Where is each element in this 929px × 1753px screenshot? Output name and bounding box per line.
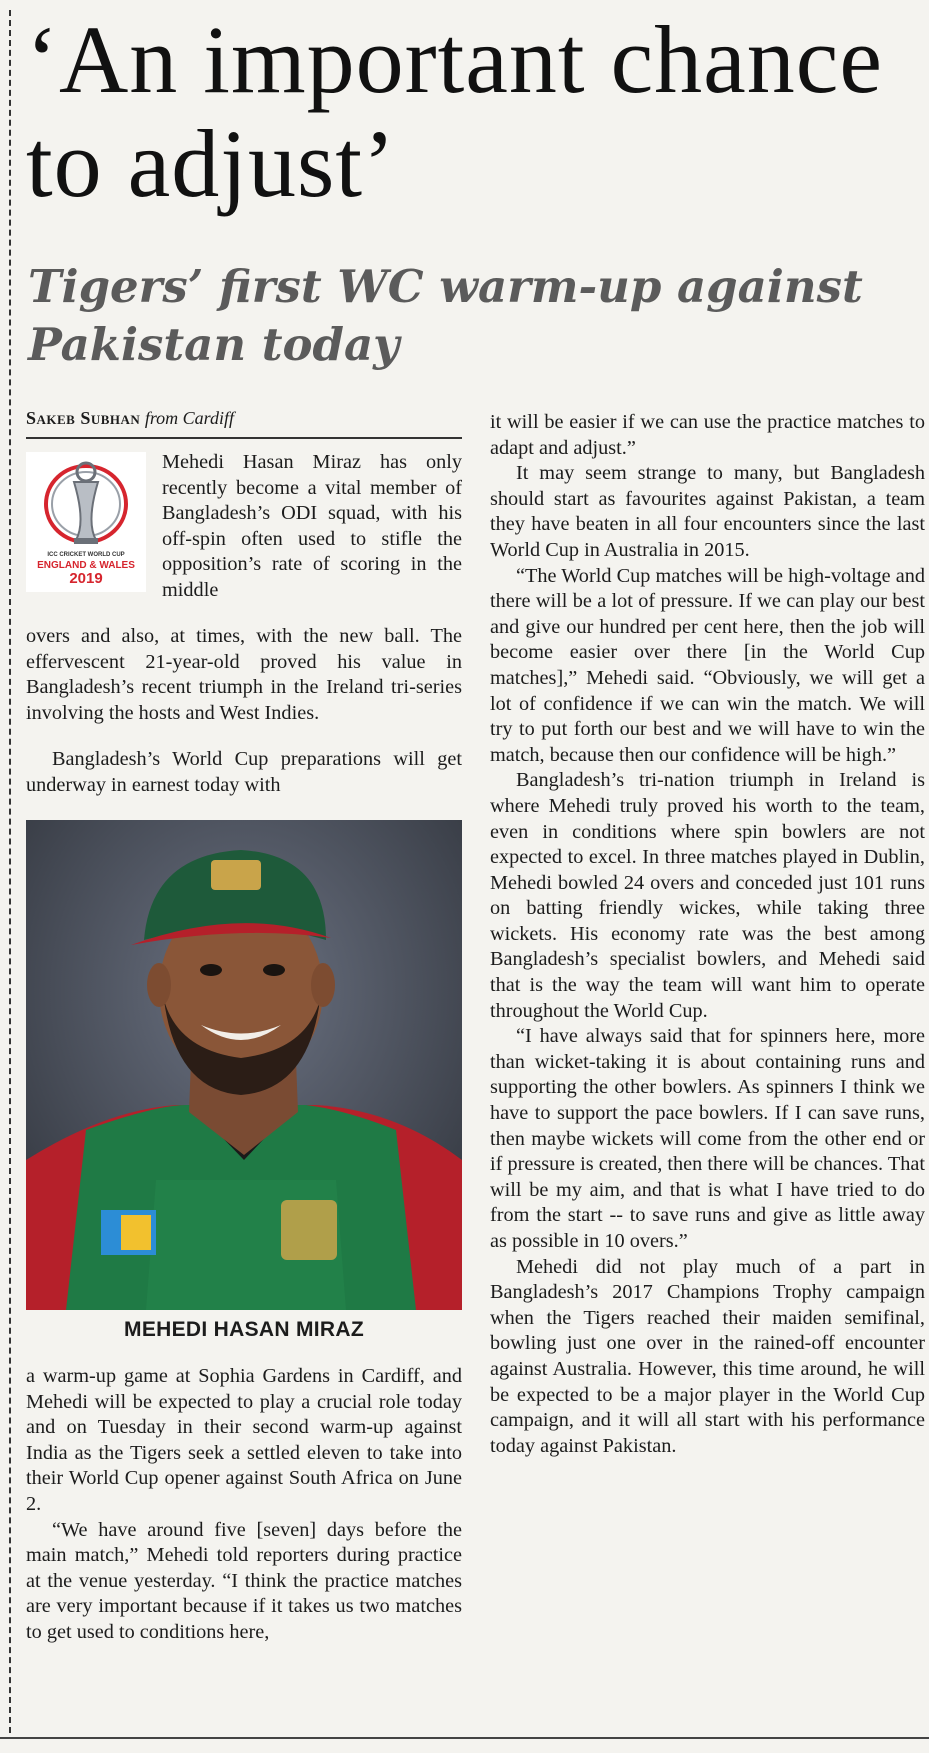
world-cup-logo xyxy=(26,452,146,592)
left-dashed-rule xyxy=(9,10,11,1733)
svg-text:ENGLAND & WALES: ENGLAND & WALES xyxy=(37,560,135,571)
paragraph: Bangladesh’s World Cup preparations will get underway in earnest today with xyxy=(26,747,462,796)
byline xyxy=(26,408,462,439)
photo-caption: MEHEDI HASAN MIRAZ xyxy=(124,1318,364,1341)
trophy-icon xyxy=(26,452,146,592)
subheadline: Tigers’ first WC warm-up against Pakistan today xyxy=(28,260,863,371)
paragraph: Bangladesh’s tri-nation triumph in Ireland is where Mehedi truly proved his worth to the team, even in conditions where spin bowlers are not expected to excel. In three matches played in Dublin, Mehedi bowled 24 overs and conceded just 101 runs on batting friendly wickes, while taking three wickets. His economy rate was the best among Bangladesh’s specialist bowlers, and Mehedi said that is the way the team will want him to operate throughout the World Cup. xyxy=(490,769,925,1022)
svg-text:ICC CRICKET WORLD CUP: ICC CRICKET WORLD CUP xyxy=(47,552,125,558)
right-column xyxy=(490,410,925,1459)
intro-wrap-text: Mehedi Hasan Miraz has only recently become a vital member of Bangladesh’s ODI squad, with his off-spin often used to stifle the opposition’s rate of scoring in the middle xyxy=(162,451,462,601)
paragraph: overs and also, at times, with the new ball. The effervescent 21-year-old proved his value in Bangladesh’s recent triumph in the Ireland tri-series involving the hosts and West Indies. xyxy=(26,625,462,725)
left-body-top xyxy=(26,604,462,798)
paragraph: a warm-up game at Sophia Gardens in Cardiff, and Mehedi will be expected to play a crucial role today and on Tuesday in their second warm-up against India as the Tigers seek a settled eleven to take into their World Cup opener against South Africa on June 2. xyxy=(26,1365,462,1515)
paragraph: It may seem strange to many, but Bangladesh should start as favourites against Pakistan, a team they have beaten in all four encounters since the last World Cup in Australia in 2015. xyxy=(490,462,925,561)
player-photo xyxy=(26,820,462,1310)
paragraph: Mehedi did not play much of a part in Bangladesh’s 2017 Champions Trophy campaign when the Tigers reached their maiden semifinal, bowling just one over in the rained-off encounter against Australia. However, this time around, he will be expected to be a major player in the World Cup campaign, and it will all start with his performance today against Pakistan. xyxy=(490,1255,925,1457)
author-name: Sakeb Subhan xyxy=(26,408,141,428)
paragraph: it will be easier if we can use the practice matches to adapt and adjust.” xyxy=(490,411,925,459)
paragraph: “I have always said that for spinners here, more than wicket-taking it is about containing runs and supporting the other bowlers. As spinners I think we have to support the pace bowlers. If I can save runs, then maybe wickets will come from the other end or if pressure is created, then there will be chances. That will be my aim, and that is what I have tried to do from the start -- to save runs and give as little away as possible in 10 overs.” xyxy=(490,1025,925,1252)
dateline: from Cardiff xyxy=(144,408,234,428)
headline: ‘An important chance to adjust’ xyxy=(26,6,883,217)
paragraph: “The World Cup matches will be high-voltage and there will be a lot of pressure. If we can play our best and give our hundred per cent here, then the job will become easier over there [in the World Cup matches],” Mehedi said. “Obviously, we will get a lot of confidence if we can win the match. We will try to put forth our best and we will have to win the match, because then our confidence will be high.” xyxy=(490,564,925,766)
svg-text:2019: 2019 xyxy=(69,570,103,587)
bottom-rule xyxy=(0,1737,929,1739)
left-body-bottom xyxy=(26,1364,462,1646)
paragraph: “We have around five [seven] days before the main match,” Mehedi told reporters during practice at the venue yesterday. “I think the practice matches are very important because if it takes us two matches to get used to conditions here, xyxy=(26,1518,462,1643)
